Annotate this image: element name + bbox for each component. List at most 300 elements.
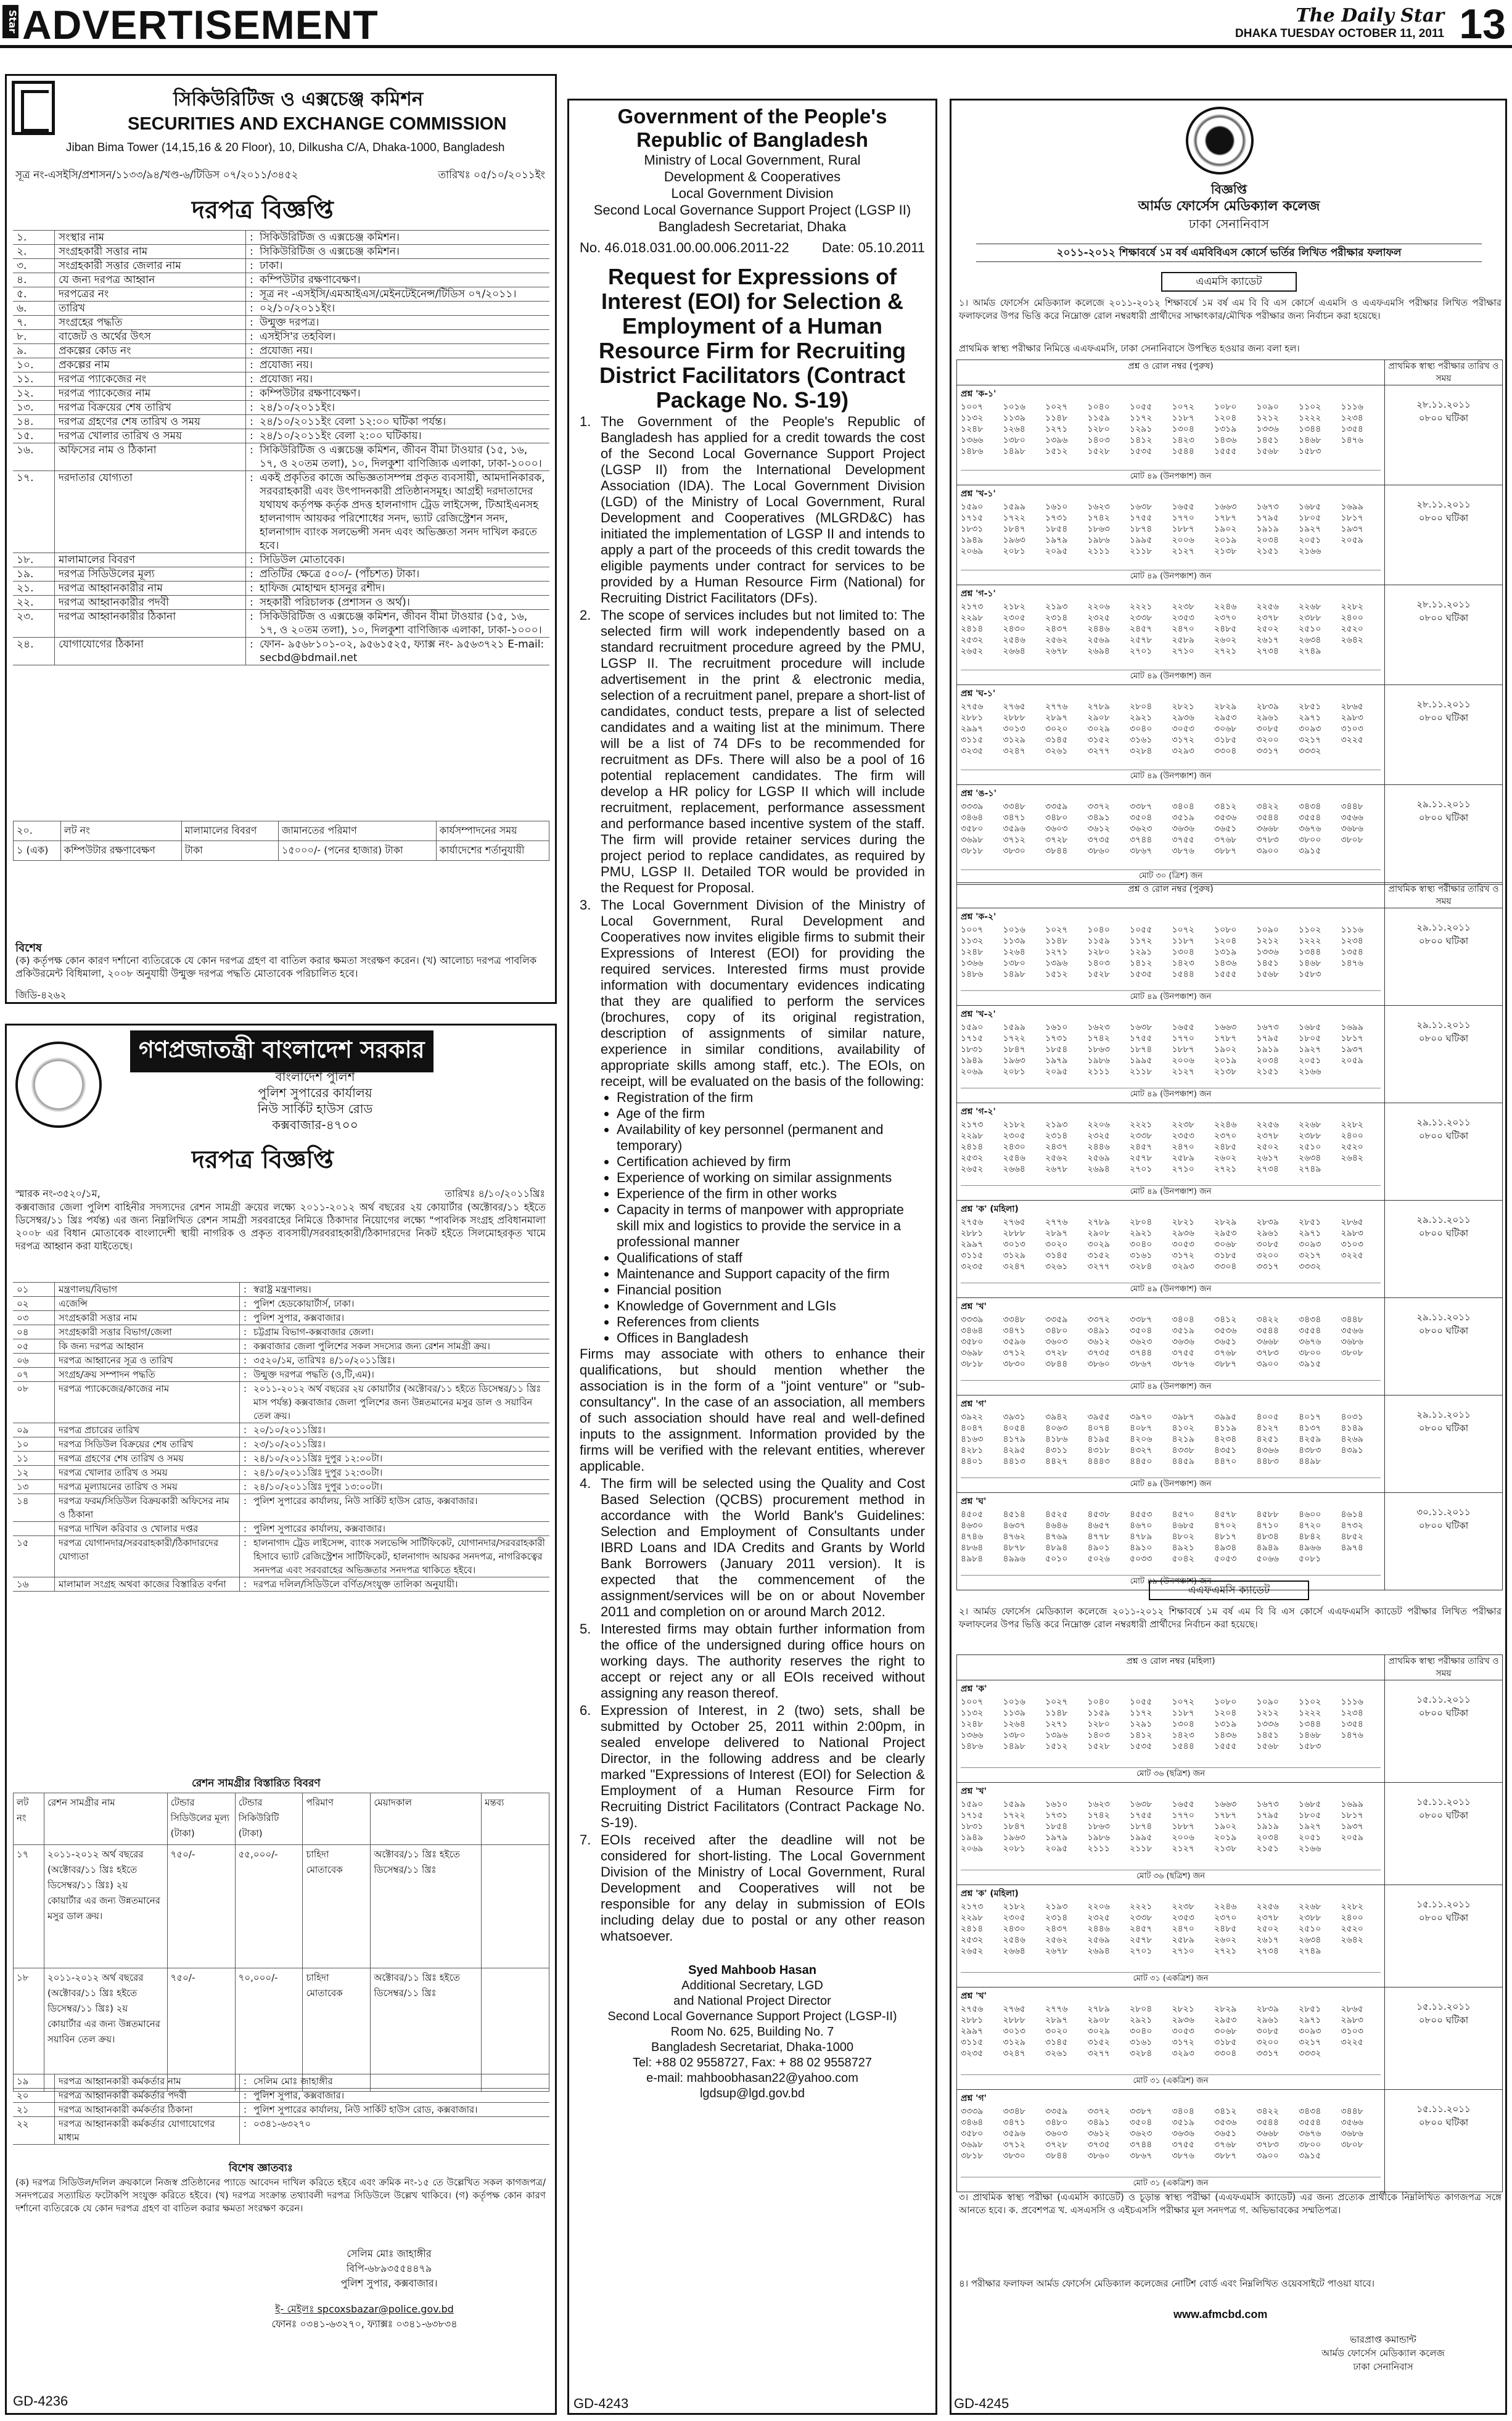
row-value: ২০১১-২০১২ অর্থ বছরের ২য় কোয়ার্টার (অক্টোবর/১১ হইতে ডিসেম্বর/১১ খ্রিঃ মাস পর্যন্ত) কক্সবাজার জেলা পুলিশের জন্য উন্নতমানের মসুর ডাল ও সয়াবিন তেল ক্রয়। bbox=[253, 1383, 541, 1421]
roll-number: ৩৪৯১ bbox=[1087, 813, 1110, 823]
roll-number: ৩৭২৮ bbox=[1045, 835, 1068, 845]
roll-number: ২০১৯ bbox=[1214, 1833, 1237, 1843]
row-value: উন্মুক্ত দরপত্র পদ্ধতি (ও,টি,এম)। bbox=[253, 1369, 374, 1380]
row-key: মালামাল সংগ্রহ অথবা কাজের বিস্তারিত বর্ণনা bbox=[55, 1577, 240, 1591]
row-value: ঢাকা। bbox=[260, 260, 283, 272]
roll-number: ২৪৭০ bbox=[1172, 1142, 1194, 1152]
row-colon: : bbox=[244, 2104, 247, 2115]
roll-number: ১২৬৪ bbox=[1003, 1719, 1025, 1729]
roll-number: ৩০৬৮ bbox=[1214, 2026, 1237, 2036]
criteria-item: • References from clients bbox=[617, 1314, 925, 1330]
roll-number: ৩৮৪৪ bbox=[1045, 1359, 1068, 1369]
roll-number: ২৮২৯ bbox=[1214, 1217, 1237, 1227]
roll-number: ২৪৩৭ bbox=[1045, 1142, 1068, 1152]
roll-number: ১৫৮৩ bbox=[1299, 969, 1321, 979]
criteria-item: • Financial position bbox=[617, 1282, 925, 1298]
roll-number: ৩৪৮০ bbox=[1045, 813, 1068, 823]
group-label: প্রশ্ন 'ক' (মহিলা) bbox=[961, 1204, 1019, 1214]
row-number: ১৮. bbox=[13, 553, 55, 567]
row-number: ২১ bbox=[13, 2103, 55, 2116]
roll-number: ২৯৮৩ bbox=[1341, 1228, 1363, 1238]
exam-date: ১৫.১১.২০১১ bbox=[1416, 1899, 1471, 1910]
signature-line: Bangladesh Secretariat, Dhaka-1000 bbox=[651, 2041, 853, 2054]
roll-number: ৪১৪৯ bbox=[1341, 1423, 1363, 1433]
row-key: দরপত্র গ্রহণের শেষ তারিখ ও সময় bbox=[55, 415, 246, 429]
lgsp-criteria-list bbox=[617, 1090, 925, 1346]
roll-grid bbox=[961, 1412, 1381, 1467]
lgsp-gov1: Government of the People's bbox=[617, 105, 887, 128]
roll-number: ৩১২৯ bbox=[1003, 1251, 1025, 1260]
roll-number: ২৯০৮ bbox=[1087, 2015, 1110, 2025]
roll-number: ১০৯০ bbox=[1256, 925, 1279, 935]
roll-number: ১৫৯০ bbox=[961, 1799, 984, 1809]
roll-number: ৩৩৫৯ bbox=[1045, 1315, 1068, 1325]
roll-number: ৪৭৭৮ bbox=[1087, 1532, 1110, 1542]
roll-number: ৩৪৩৪ bbox=[1299, 2107, 1321, 2116]
ration-table bbox=[13, 1793, 549, 2092]
row-key: দরপত্র আহ্বানকারীর ঠিকানা bbox=[55, 610, 246, 637]
roll-number: ৩৬৩৬ bbox=[1172, 1337, 1194, 1347]
roll-number: ৩৪১২ bbox=[1214, 2107, 1237, 2116]
row-number: ১৩ bbox=[13, 1480, 55, 1494]
roll-number: ৩১৬১ bbox=[1130, 1251, 1152, 1260]
exam-time: ০৮০০ ঘটিকা bbox=[1418, 712, 1469, 723]
roll-number: ৩২৮৪ bbox=[1130, 746, 1152, 756]
exam-group bbox=[956, 1783, 1503, 1885]
roll-number: ১৯৪৯ bbox=[961, 1056, 984, 1066]
roll-number: ৩৭৩৫ bbox=[1087, 835, 1110, 845]
roll-number: ২৩১৪ bbox=[1045, 1131, 1068, 1141]
row-number: ০২ bbox=[13, 1297, 55, 1310]
roll-number: ১১১৬ bbox=[1341, 402, 1363, 412]
row-key: সংগ্রহকারী সত্তার বিভাগ/জেলা bbox=[55, 1325, 240, 1339]
exam-group bbox=[956, 785, 1503, 885]
roll-number: ১৮৬৩ bbox=[1087, 524, 1110, 534]
roll-number: ১৬৩৮ bbox=[1130, 502, 1152, 512]
roll-number: ২৮২১ bbox=[1172, 702, 1194, 712]
roll-number: ২৭২১ bbox=[1214, 1164, 1237, 1174]
ration-cell bbox=[482, 1845, 549, 1968]
roll-number: ২৬১৭ bbox=[1256, 635, 1279, 645]
lgsp-sub-line: Bangladesh Secretariat, Dhaka bbox=[658, 219, 847, 234]
roll-number: ১৫৮৩ bbox=[1299, 446, 1321, 456]
roll-number: ৪০৫৪ bbox=[1003, 1423, 1025, 1433]
roll-number: ২১৬৬ bbox=[1299, 1844, 1321, 1854]
roll-number: ৩৬০৩ bbox=[1045, 824, 1068, 834]
roll-number: ১৩৪৪ bbox=[1299, 1719, 1321, 1729]
roll-number: ২৭৭৬ bbox=[1045, 702, 1068, 712]
roll-number: ২৫১০ bbox=[1299, 1142, 1321, 1152]
row-colon: : bbox=[244, 1579, 247, 1590]
table-row bbox=[13, 1325, 549, 1339]
roll-number: ২৭৭৬ bbox=[1045, 2004, 1068, 2014]
roll-number: ২৩০৫ bbox=[1003, 613, 1025, 623]
col-header-date: প্রাথমিক স্বাস্থ্য পরীক্ষার তারিখ ও সময় bbox=[1388, 361, 1499, 384]
group-total: মোট ৪৯ (উনপঞ্চাশ) জন bbox=[961, 990, 1381, 1004]
roll-number: ২২২১ bbox=[1130, 1120, 1152, 1130]
roll-number: ১৩৪৪ bbox=[1299, 947, 1321, 957]
roll-number: ১৬৯৯ bbox=[1341, 1799, 1363, 1809]
roll-number: ১৭৯৫ bbox=[1256, 1034, 1279, 1043]
signature-line: Additional Secretary, LGD bbox=[681, 1979, 823, 1992]
lgsp-p4: 4. The firm will be selected using the Quality and Cost Based Selection (QCBS) procurement method in accordance with the World Bank's Guidelines: Selection and Employment of Consultants under IBRD Loans and IDA Credits and Grants by World Bank Borrowers (January 2011 version). It is expected that the commencement of the assignment/services will be on or about November 2011 and completion on or around March 2012. bbox=[580, 1476, 925, 1619]
row-value: স্বরাষ্ট্র মন্ত্রণালয়। bbox=[253, 1284, 311, 1295]
roll-number: ১৬২৩ bbox=[1087, 502, 1110, 512]
roll-number: ৩৭৬৮ bbox=[1214, 1348, 1237, 1358]
exam-group bbox=[956, 1987, 1503, 2090]
roll-number: ২৩৫৩ bbox=[1172, 1913, 1194, 1923]
roll-list bbox=[957, 1298, 1385, 1395]
row-value: সিকিউরিটিজ ও এক্সচেঞ্জ কমিশন। bbox=[260, 245, 400, 258]
lgsp-p7: 7. EOIs received after the deadline will not be considered for short-listing. The Local Government Division of the Ministry of Local Government, Rural Development and Cooperatives will not be responsible for any delay in submission of EOIs including delay due to postal or any other reason whatsoever. bbox=[580, 1832, 925, 1944]
roll-number: ২৪৫৭ bbox=[1130, 624, 1152, 634]
roll-number: ৩৮৬০ bbox=[1087, 2151, 1110, 2161]
roll-number: ৩৯১৫ bbox=[1299, 846, 1321, 856]
row-key: সংগ্রহের পদ্ধতি bbox=[55, 316, 246, 329]
roll-number: ১৪৩৬ bbox=[1214, 1730, 1237, 1740]
row-key: দরপত্র বিক্রয়ের শেষ তারিখ bbox=[55, 401, 246, 414]
roll-grid bbox=[961, 1696, 1381, 1752]
roll-number: ৪০০৫ bbox=[1256, 1412, 1279, 1422]
afmc-group-3 bbox=[956, 1654, 1503, 2192]
roll-number: ২৪৩০ bbox=[1003, 1924, 1025, 1934]
roll-number: ১৮৪৭ bbox=[1003, 524, 1025, 534]
roll-number: ৪৩১৮ bbox=[1087, 1445, 1110, 1455]
roll-number: ১১১৬ bbox=[1341, 1697, 1363, 1707]
exam-date: ৩০.১১.২০১১ bbox=[1416, 1506, 1471, 1518]
roll-number: ২০৫১ bbox=[1299, 1056, 1321, 1066]
roll-number: ২২৬৮ bbox=[1299, 602, 1321, 612]
group-label: প্রশ্ন 'ঘ' bbox=[961, 1497, 987, 1506]
roll-number: ১৪৮৬ bbox=[961, 969, 984, 979]
roll-number: ২১১১ bbox=[1087, 546, 1110, 556]
roll-number: ৩৬১২ bbox=[1087, 824, 1110, 834]
row-colon: : bbox=[244, 1298, 247, 1309]
afmc-signature: ভারপ্রাপ্ত কমান্ডান্ট আর্মড ফোর্সেস মেডিক্যাল কলেজ ঢাকা সেনানিবাস bbox=[1321, 2334, 1445, 2372]
row-value: প্রযোজ্য নয়। bbox=[260, 345, 313, 357]
sec-name-bn: সিকিউরিটিজ ও এক্সচেঞ্জ কমিশন bbox=[173, 88, 424, 110]
roll-number: ২১৩৮ bbox=[1214, 1067, 1237, 1077]
signature-line: Syed Mahboob Hasan bbox=[688, 1963, 816, 1977]
roll-number: ১৭৭০ bbox=[1172, 1811, 1194, 1820]
roll-number: ৩৫৯৬ bbox=[1003, 1337, 1025, 1347]
roll-number: ১৮৮৭ bbox=[1172, 1045, 1194, 1054]
roll-number: ২৭৬৫ bbox=[1003, 1217, 1025, 1227]
roll-number: ১৭৭০ bbox=[1172, 513, 1194, 523]
roll-number: ১১৩৯ bbox=[1003, 936, 1025, 946]
row-value: হাফিজ মোহাম্মদ হাসনুর রশীদ। bbox=[260, 582, 385, 594]
roll-number: ২৬৩৪ bbox=[1299, 635, 1321, 645]
roll-number: ৪৯০১ bbox=[1087, 1543, 1110, 1553]
group-label: প্রশ্ন 'ঘ-১' bbox=[961, 689, 996, 699]
exam-date-cell bbox=[1385, 385, 1502, 485]
roll-number: ৩৮০৮ bbox=[1341, 835, 1363, 845]
roll-number: ৪৮৬৪ bbox=[961, 1543, 984, 1553]
police-ref-date: তারিখঃ ৪/১০/২০১১খ্রিঃ bbox=[445, 1188, 545, 1199]
row-colon: : bbox=[244, 1467, 247, 1478]
roll-number: ২২৮২ bbox=[1341, 1120, 1363, 1130]
roll-number: ৩৪৪৮ bbox=[1341, 2107, 1363, 2116]
row-number: ১৫ bbox=[13, 1536, 55, 1577]
criteria-item: • Capacity in terms of manpower with appropriate skill mix and logistics to provide the service in a professional manner bbox=[617, 1202, 925, 1250]
roll-number: ৩০৮৫ bbox=[1256, 1239, 1279, 1249]
roll-number: ২১২৭ bbox=[1172, 546, 1194, 556]
roll-number: ১৮০৫ bbox=[1299, 1811, 1321, 1820]
row-value: চট্টগ্রাম বিভাগ-কক্সবাজার জেলা। bbox=[253, 1326, 374, 1338]
roll-number: ২৫৩২ bbox=[961, 1935, 984, 1945]
roll-number: ৪৬৫৭ bbox=[1087, 1521, 1110, 1531]
roll-number: ২০১৯ bbox=[1214, 1056, 1237, 1066]
roll-number: ১১৮৭ bbox=[1172, 413, 1194, 423]
roll-number: ১৪৮৬ bbox=[961, 1741, 984, 1751]
roll-number: ১২৪৮ bbox=[961, 424, 984, 434]
roll-number: ২২৫৬ bbox=[1256, 602, 1279, 612]
roll-number: ২৯৭১ bbox=[1299, 713, 1321, 723]
police-email[interactable]: ই- মেইলঃ spcoxsbazar@police.gov.bd bbox=[275, 2303, 454, 2315]
roll-number: ১৯৩৭ bbox=[1341, 1045, 1363, 1054]
roll-number: ২৬১৭ bbox=[1256, 1153, 1279, 1163]
roll-number: ২৫৬২ bbox=[1045, 1935, 1068, 1945]
criteria-item: • Qualifications of staff bbox=[617, 1250, 925, 1266]
roll-number: ৪৪১৩ bbox=[1003, 1457, 1025, 1466]
group-label: প্রশ্ন 'ক-১' bbox=[961, 389, 996, 399]
roll-number: ৩৪৭১ bbox=[1003, 813, 1025, 823]
roll-number: ৩২৪৭ bbox=[1003, 2049, 1025, 2058]
section-title: ADVERTISEMENT bbox=[22, 2, 379, 47]
roll-number: ৪৩১১ bbox=[1045, 1445, 1068, 1455]
roll-number: ১০৫৫ bbox=[1130, 402, 1152, 412]
roll-number: ৪৯৮৪ bbox=[961, 1554, 984, 1564]
paper-name: The Daily Star bbox=[1296, 5, 1444, 27]
roll-number: ২৯৬১ bbox=[1256, 713, 1279, 723]
roll-number: ৪৪৫৯ bbox=[1172, 1457, 1194, 1466]
roll-number: ১০৪০ bbox=[1087, 1697, 1110, 1707]
roll-number: ১৮৬৩ bbox=[1087, 1045, 1110, 1054]
roll-number: ২৭২১ bbox=[1214, 1946, 1237, 1956]
roll-number: ৩৪০৪ bbox=[1172, 1315, 1194, 1325]
roll-number: ২৪৮৫ bbox=[1214, 1924, 1237, 1934]
roll-number: ৩৭৫৫ bbox=[1172, 1348, 1194, 1358]
roll-number: ৩৩১৭ bbox=[1256, 746, 1279, 756]
group-total: মোট ৩৬ (ছত্রিশ) জন bbox=[961, 1767, 1381, 1781]
roll-number: ১৩৬৬ bbox=[961, 1730, 984, 1740]
row-number: ২২. bbox=[13, 596, 55, 609]
roll-number: ৪৩৬৬ bbox=[1256, 1445, 1279, 1455]
roll-number: ১৬৫৫ bbox=[1172, 502, 1194, 512]
roll-number: ১১৪৮ bbox=[1045, 413, 1068, 423]
roll-number: ১৭১৫ bbox=[961, 513, 984, 523]
roll-number: ৩৪৯১ bbox=[1087, 1326, 1110, 1336]
roll-number: ২২৩৮ bbox=[1172, 1120, 1194, 1130]
roll-number: ২১৮২ bbox=[1003, 602, 1025, 612]
lgsp-sub-line: Second Local Governance Support Project (LGSP II) bbox=[593, 202, 911, 218]
afmc-website[interactable]: www.afmcbd.com bbox=[1173, 2308, 1268, 2320]
roll-number: ১৪০৩ bbox=[1087, 435, 1110, 445]
roll-number: ১৯০২ bbox=[1214, 524, 1237, 534]
roll-list bbox=[957, 2090, 1385, 2192]
lot-header-cell: লট নং bbox=[60, 821, 181, 841]
lgsp-code: GD-4243 bbox=[573, 2396, 629, 2411]
roll-number: ২৫২০ bbox=[1341, 1924, 1363, 1934]
row-colon: : bbox=[250, 288, 253, 300]
cadet1-label: এএমসি ক্যাডেট bbox=[1161, 272, 1297, 292]
roll-number: ২৭১০ bbox=[1172, 1946, 1194, 1956]
roll-number: ৩৭৩৫ bbox=[1087, 1348, 1110, 1358]
table-row bbox=[13, 443, 549, 471]
roll-number: ১৫৯০ bbox=[961, 502, 984, 512]
group-label: প্রশ্ন 'গ-১' bbox=[961, 589, 996, 599]
roll-number: ১৭৯৫ bbox=[1256, 1811, 1279, 1820]
roll-number: ৩৪২২ bbox=[1256, 1315, 1279, 1325]
roll-number: ২০৩৪ bbox=[1256, 535, 1279, 545]
roll-number: ১৮৮৭ bbox=[1172, 1822, 1194, 1831]
afmc-col-header bbox=[956, 1654, 1503, 1680]
signature-line: Second Local Governance Support Project (LGSP-II) bbox=[607, 2010, 897, 2023]
roll-number: ১৭৭০ bbox=[1172, 1034, 1194, 1043]
sec-note-title: বিশেষ bbox=[15, 942, 42, 955]
roll-number: ৩২৮৪ bbox=[1130, 2049, 1152, 2058]
roll-number: ২৬৭৮ bbox=[1045, 1164, 1068, 1174]
roll-number: ৩৫৬৬ bbox=[1341, 1326, 1363, 1336]
roll-number: ২৭৬৫ bbox=[1003, 2004, 1025, 2014]
roll-number: ৪৯১০ bbox=[1130, 1543, 1152, 1553]
roll-number: ৩৮৪৪ bbox=[1045, 2151, 1068, 2161]
roll-number: ১৭২২ bbox=[1003, 513, 1025, 523]
roll-number: ৩৪৬৪ bbox=[961, 813, 984, 823]
roll-number: ১৮১৭ bbox=[1341, 513, 1363, 523]
roll-number: ৩৪৭১ bbox=[1003, 1326, 1025, 1336]
roll-number: ২৬৪২ bbox=[1341, 1153, 1363, 1163]
roll-number: ৩৫৪৪ bbox=[1256, 813, 1279, 823]
roll-grid bbox=[961, 1119, 1381, 1175]
row-number: ১১. bbox=[13, 372, 55, 386]
lot-header-cell: ২০. bbox=[14, 821, 61, 841]
roll-number: ২৭০১ bbox=[1130, 1946, 1152, 1956]
ration-cell: চাহিদা মোতাবেক bbox=[303, 1968, 371, 2092]
roll-number: ৩৯১৫ bbox=[1299, 1359, 1321, 1369]
roll-number: ২৪৫৭ bbox=[1130, 1924, 1152, 1934]
roll-number: ১৯৬৩ bbox=[1003, 1833, 1025, 1843]
roll-number: ২৪৩০ bbox=[1003, 1142, 1025, 1152]
roll-number: ২২২১ bbox=[1130, 602, 1152, 612]
lgsp-heading: Request for Expressions of Interest (EOI) for Selection & Employment of a Human Resource Firm for Recruiting District Facilitators (Contract Package No. S-19) bbox=[598, 264, 906, 413]
roll-number: ১৭৩১ bbox=[1045, 1811, 1068, 1820]
roll-number: ৩০২৯ bbox=[1087, 2026, 1110, 2036]
table-row bbox=[13, 582, 549, 596]
roll-grid bbox=[961, 601, 1381, 657]
criteria-item: • Registration of the firm bbox=[617, 1090, 925, 1106]
roll-number: ২৩৭০ bbox=[1214, 1913, 1237, 1923]
roll-number: ১৫৫৫ bbox=[1214, 969, 1237, 979]
row-key: বাজেট ও অর্থের উৎস bbox=[55, 330, 246, 343]
roll-number: ১০৮০ bbox=[1214, 402, 1237, 412]
row-number: ০৫ bbox=[13, 1339, 55, 1353]
roll-number: ২৫৪৬ bbox=[1003, 1153, 1025, 1163]
roll-number: ২৮৫১ bbox=[1299, 1217, 1321, 1227]
afmc-intro2: প্রাথমিক স্বাস্থ্য পরীক্ষার নিমিত্তে এএফএমসি, ঢাকা সেনানিবাসে উপস্থিত হওয়ার জন্য বলা হল। bbox=[959, 343, 1300, 354]
table-row bbox=[13, 1311, 549, 1325]
row-value: একই প্রকৃতির কাজে অভিজ্ঞতাসম্পন্ন প্রকৃত ব্যবসায়ী, আমদানিকারক, সরবরাহকারী এবং উৎপাদনকারী প্রতিষ্ঠানসমূহ। আগ্রহী দরদাতাদের যথাযথ কর্তৃপক্ষ কর্তৃক প্রদত্ত হালনাগাদ ট্রেড লাইসেন্স, টিআইএনসহ হালনাগাদ আয়কর পরিশোধের সনদ, ভ্যাট রেজিস্ট্রেশন সনদ, হালনাগাদ ব্যাংক সলভেন্সী সনদ এবং অভিজ্ঞতা সনদ দাখিল করতে হবে। bbox=[260, 472, 545, 552]
roll-number: ২৭৭৬ bbox=[1045, 1217, 1068, 1227]
roll-number: ৩৪৮০ bbox=[1045, 2118, 1068, 2127]
ration-header-cell: পরিমাণ bbox=[303, 1793, 371, 1845]
roll-number: ২২৯৮ bbox=[961, 1131, 984, 1141]
roll-number: ২১৯৩ bbox=[1045, 1902, 1068, 1912]
roll-number: ১০২৭ bbox=[1045, 1697, 1068, 1707]
roll-number: ৩৫০৪ bbox=[1130, 2118, 1152, 2127]
row-key: দরপত্র খোলার তারিখ ও সময় bbox=[55, 1466, 240, 1479]
roll-number: ৩৭৫৫ bbox=[1172, 2140, 1194, 2150]
ration-row bbox=[14, 1793, 549, 1845]
roll-number: ৩৫১৯ bbox=[1172, 1326, 1194, 1336]
roll-number: ১৬৮৫ bbox=[1299, 1022, 1321, 1032]
roll-number: ১৮০৫ bbox=[1299, 1034, 1321, 1043]
exam-group bbox=[956, 1006, 1503, 1103]
table-row bbox=[13, 358, 549, 372]
ration-header-cell: মন্তব্য bbox=[482, 1793, 549, 1845]
roll-number: ১৮৬৩ bbox=[1087, 1822, 1110, 1831]
row-number: ২০ bbox=[13, 2089, 55, 2102]
roll-number: ১৪২৩ bbox=[1172, 958, 1194, 968]
roll-number: ৩১০৩ bbox=[1341, 724, 1363, 734]
roll-number: ১৮৮৭ bbox=[1172, 524, 1194, 534]
roll-number: ২৯৯৭ bbox=[961, 724, 984, 734]
roll-number: ১২৯১ bbox=[1130, 424, 1152, 434]
roll-number: ২৮৫১ bbox=[1299, 702, 1321, 712]
roll-number: ৩৬১২ bbox=[1087, 1337, 1110, 1347]
roll-number: ১১৪৮ bbox=[1045, 1708, 1068, 1718]
roll-number: ১৫৫৫ bbox=[1214, 446, 1237, 456]
roll-number: ৩১৬১ bbox=[1130, 735, 1152, 745]
table-row bbox=[13, 1297, 549, 1311]
ration-cell: ৭৫০/- bbox=[167, 1968, 235, 2092]
roll-number: ১৫৩৫ bbox=[1130, 1741, 1152, 1751]
group-label: প্রশ্ন 'খ-১' bbox=[961, 489, 996, 499]
row-key: দরপত্র মূল্যায়নের তারিখ ও সময় bbox=[55, 1480, 240, 1494]
roll-number: ১২২২ bbox=[1299, 936, 1321, 946]
roll-number: ২৯৩৬ bbox=[1172, 713, 1194, 723]
roll-number: ৪৯৯৬ bbox=[1003, 1554, 1025, 1564]
roll-number: ২০৬৯ bbox=[961, 1844, 984, 1854]
row-key: দরপত্র যোগানদার/সরবরাহকারী/ঠিকাদারদের যোগ্যতা bbox=[55, 1536, 240, 1577]
roll-number: ২৬১৭ bbox=[1256, 1935, 1279, 1945]
exam-date-cell bbox=[1385, 2090, 1502, 2192]
roll-number: ১০৫৫ bbox=[1130, 1697, 1152, 1707]
roll-number: ১৭৫৫ bbox=[1130, 1811, 1152, 1820]
row-colon: : bbox=[250, 444, 253, 456]
roll-number: ১৭৮৭ bbox=[1214, 513, 1237, 523]
criteria-item: • Maintenance and Support capacity of the firm bbox=[617, 1266, 925, 1282]
roll-number: ৩০৫৩ bbox=[1172, 2026, 1194, 2036]
roll-number: ২১৮২ bbox=[1003, 1902, 1025, 1912]
roll-grid bbox=[961, 1509, 1381, 1564]
roll-number: ৩৯২২ bbox=[961, 1412, 984, 1422]
roll-grid bbox=[961, 924, 1381, 980]
row-number: ৮. bbox=[13, 330, 55, 343]
roll-number: ২৮২১ bbox=[1172, 1217, 1194, 1227]
roll-number: ৫০৫৩ bbox=[1214, 1554, 1237, 1564]
row-value: পুলিশ সুপারের কার্যালয়, নিউ সার্কিট হাউস রোড, কক্সবাজার। bbox=[253, 2104, 478, 2115]
table-row bbox=[13, 1494, 549, 1522]
roll-number: ১২৬৪ bbox=[1003, 947, 1025, 957]
roll-number: ৩১৪৫ bbox=[1045, 735, 1068, 745]
roll-number: ১১৫৯ bbox=[1087, 936, 1110, 946]
roll-number: ২৪৮৫ bbox=[1214, 1142, 1237, 1152]
roll-number: ৩১৬১ bbox=[1130, 2037, 1152, 2047]
police-address bbox=[161, 1069, 469, 1133]
roll-number: ৩২৩৫ bbox=[961, 2049, 984, 2058]
table-row bbox=[13, 273, 549, 287]
